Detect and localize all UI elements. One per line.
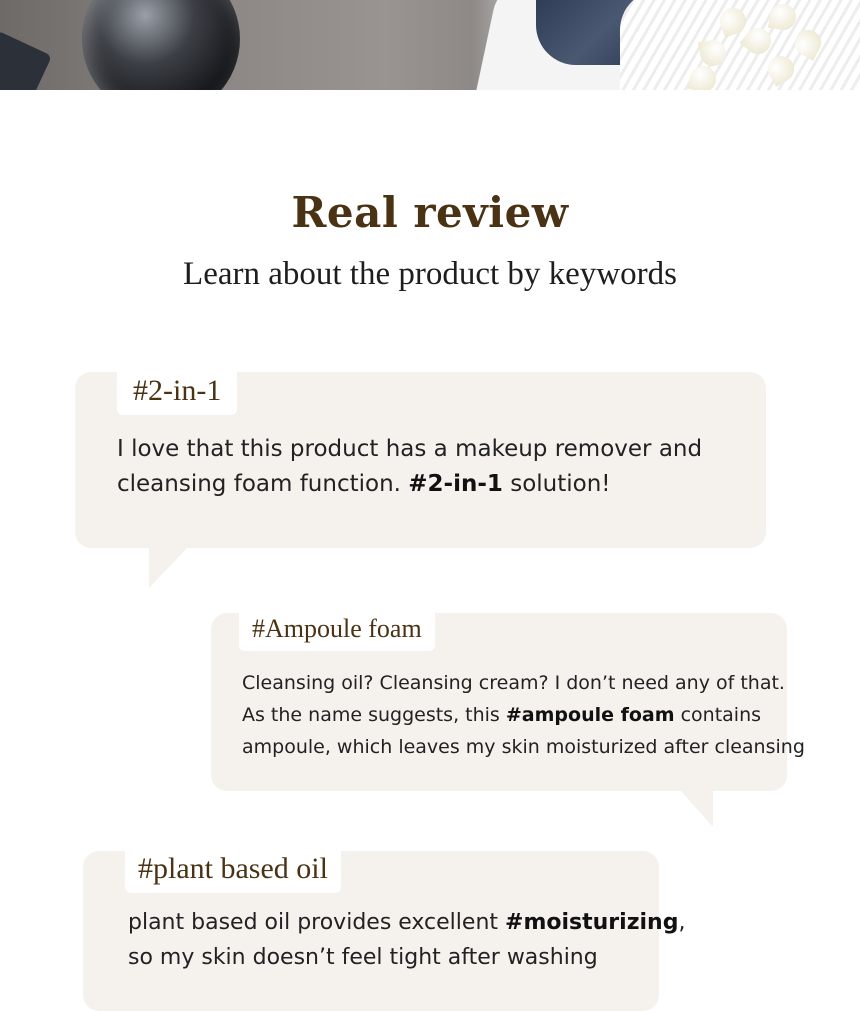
- review-line: I love that this product has a makeup remover and: [117, 436, 703, 462]
- review-line: Cleansing oil? Cleansing cream? I don’t need any of that.: [242, 672, 785, 694]
- review-text: [117, 432, 702, 502]
- review-keyword-tag: #Ampoule foam: [239, 607, 435, 651]
- review-line: cleansing foam function. #2-in-1 solution!: [117, 471, 611, 497]
- review-keyword-tag: #2-in-1: [117, 367, 237, 415]
- review-line: As the name suggests, this #ampoule foam contains: [242, 704, 762, 726]
- section-subtitle: Learn about the product by keywords: [183, 256, 677, 292]
- section-title: Real review: [291, 188, 569, 237]
- review-text: [128, 905, 685, 975]
- review-keyword-tag: #plant based oil: [125, 845, 341, 893]
- review-text: [242, 667, 805, 763]
- keyword-highlight: #moisturizing: [505, 910, 679, 935]
- keyword-highlight: #2-in-1: [408, 471, 503, 497]
- review-line: so my skin doesn’t feel tight after washing: [128, 945, 598, 970]
- glass-orb-image: [82, 0, 240, 90]
- review-line: ampoule, which leaves my skin moisturized after cleansing: [242, 736, 805, 758]
- bubble-tail: [681, 791, 713, 827]
- review-line: plant based oil provides excellent #moisturizing,: [128, 910, 686, 935]
- dark-stone-image: [0, 31, 52, 90]
- bubble-tail: [149, 548, 187, 588]
- hero-banner-image: [0, 0, 860, 90]
- keyword-highlight: #ampoule foam: [505, 704, 675, 726]
